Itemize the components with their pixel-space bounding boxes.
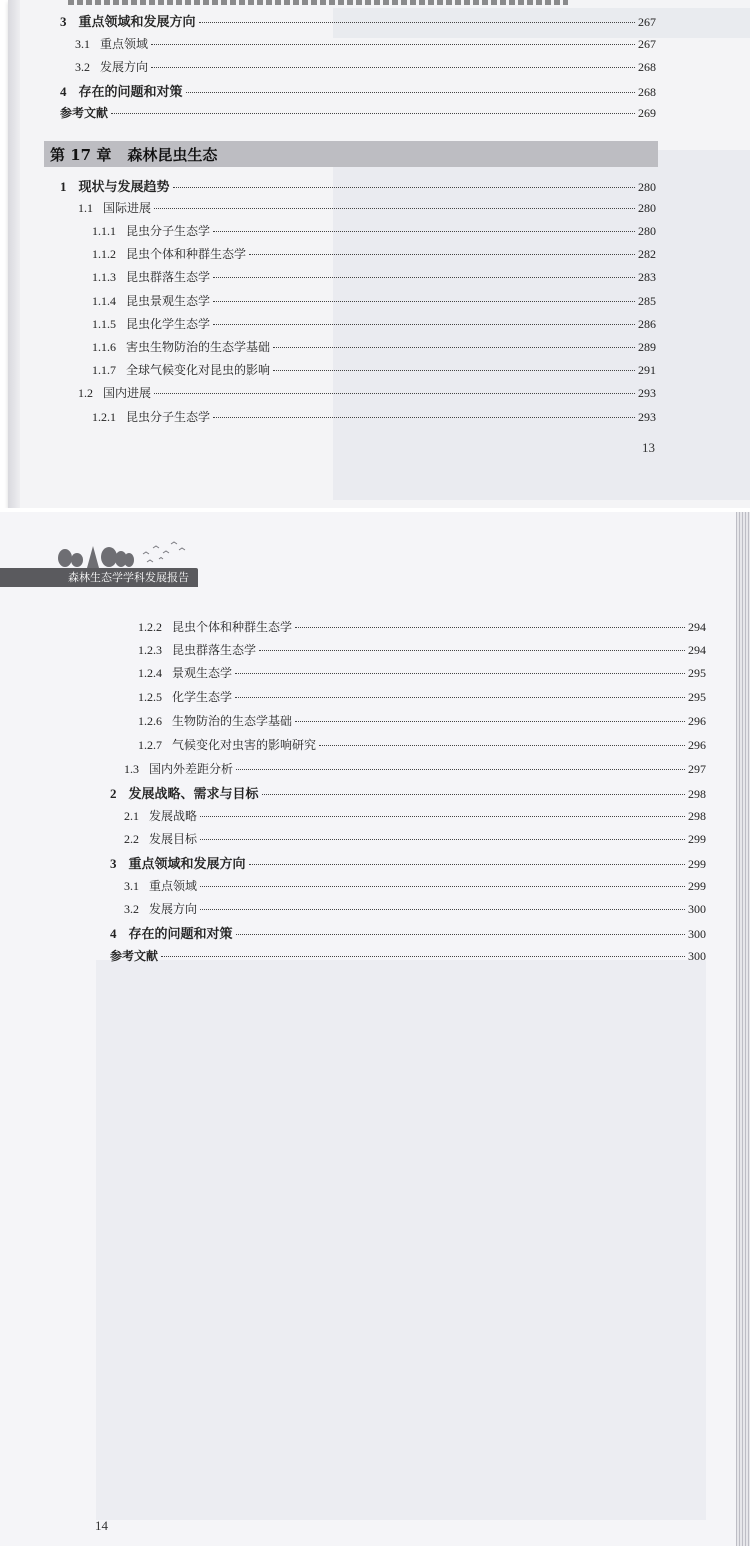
toc-title: 昆虫分子生态学 (126, 224, 211, 238)
toc-number: 3 (60, 14, 67, 29)
toc-title: 昆虫群落生态学 (126, 270, 211, 284)
toc-page: 297 (688, 762, 706, 776)
toc-leader (273, 347, 635, 348)
toc-number: 1.2 (78, 386, 93, 400)
toc-entry (110, 947, 706, 964)
page-number: 13 (642, 440, 655, 455)
chapter-number: 第 17 章 (50, 145, 112, 164)
toc-number: 2 (110, 786, 117, 801)
page-number: 14 (95, 1518, 108, 1533)
toc-number: 1.1.1 (92, 224, 116, 238)
toc-title: 发展方向 (149, 902, 198, 916)
toc-leader (262, 794, 685, 795)
toc-number: 1.2.3 (138, 643, 162, 657)
toc-page: 296 (688, 738, 706, 752)
chapter-heading (44, 141, 658, 167)
toc-title: 国际进展 (103, 201, 152, 215)
toc-number: 1.2.5 (138, 690, 162, 704)
toc-number: 3.1 (75, 37, 90, 51)
toc-title: 参考文献 (110, 949, 159, 963)
toc-leader (151, 44, 635, 45)
toc-page: 267 (638, 37, 656, 51)
toc-entry (60, 81, 656, 100)
toc-entry (138, 641, 706, 658)
toc-entry (92, 338, 656, 355)
toc-leader (151, 67, 635, 68)
toc-leader (186, 92, 635, 93)
toc-entry (110, 923, 706, 942)
toc-page: 295 (688, 690, 706, 704)
toc-page: 299 (688, 879, 706, 893)
forest-logo-icon (55, 540, 195, 568)
toc-page: 293 (638, 410, 656, 424)
toc-title: 存在的问题和对策 (128, 927, 233, 942)
toc-leader (236, 934, 685, 935)
toc-number: 1.1.7 (92, 363, 116, 377)
toc-number: 3 (110, 856, 117, 871)
toc-number: 3.2 (124, 902, 139, 916)
toc-title: 发展战略、需求与目标 (128, 787, 259, 802)
toc-page: 294 (688, 643, 706, 657)
toc-page: 268 (638, 85, 656, 99)
toc-title: 重点领域 (149, 879, 198, 893)
toc-title: 昆虫个体和种群生态学 (172, 620, 293, 634)
toc-title: 昆虫个体和种群生态学 (126, 247, 247, 261)
toc-page: 282 (638, 247, 656, 261)
toc-leader (200, 839, 685, 840)
toc-leader (249, 254, 635, 255)
toc-title: 全球气候变化对昆虫的影响 (126, 363, 271, 377)
toc-title: 发展方向 (100, 60, 149, 74)
toc-entry (92, 245, 656, 262)
toc-entry (124, 807, 706, 824)
toc-page: 269 (638, 106, 656, 120)
toc-number: 1.2.1 (92, 410, 116, 424)
toc-page: 300 (688, 927, 706, 941)
toc-entry (75, 58, 656, 75)
toc-entry (78, 384, 656, 401)
toc-entry (92, 292, 656, 309)
toc-entry (92, 361, 656, 378)
toc-entry (92, 315, 656, 332)
toc-page: 300 (688, 902, 706, 916)
toc-page: 300 (688, 949, 706, 963)
toc-page: 295 (688, 666, 706, 680)
toc-number: 3.1 (124, 879, 139, 893)
toc-page: 298 (688, 809, 706, 823)
toc-title: 昆虫景观生态学 (126, 294, 211, 308)
toc-number: 1.1.6 (92, 340, 116, 354)
toc-entry (124, 877, 706, 894)
toc-page: 296 (688, 714, 706, 728)
toc-entry (92, 408, 656, 425)
toc-page: 283 (638, 270, 656, 284)
toc-page: 299 (688, 832, 706, 846)
toc-title: 重点领域和发展方向 (78, 15, 196, 30)
toc-number: 1.1.3 (92, 270, 116, 284)
toc-page: 285 (638, 294, 656, 308)
toc-entry (138, 712, 706, 729)
toc-number: 1.2.4 (138, 666, 162, 680)
toc-entry (92, 268, 656, 285)
toc-title: 重点领域和发展方向 (128, 857, 246, 872)
toc-leader (200, 886, 685, 887)
toc-number: 2.1 (124, 809, 139, 823)
toc-number: 2.2 (124, 832, 139, 846)
toc-entry (92, 222, 656, 239)
toc-page: 293 (638, 386, 656, 400)
toc-entry (138, 688, 706, 705)
toc-entry (138, 736, 706, 753)
toc-title: 国内外差距分析 (149, 762, 234, 776)
toc-leader (273, 370, 635, 371)
toc-number: 1.1.5 (92, 317, 116, 331)
toc-entry (110, 853, 706, 872)
toc-leader (200, 816, 685, 817)
toc-leader (213, 277, 635, 278)
toc-title: 化学生态学 (172, 690, 233, 704)
toc-number: 1 (60, 179, 67, 194)
toc-entry (78, 199, 656, 216)
toc-title: 重点领域 (100, 37, 149, 51)
toc-leader (154, 393, 635, 394)
toc-title: 国内进展 (103, 386, 152, 400)
toc-leader (235, 697, 685, 698)
toc-entry (60, 176, 656, 195)
toc-entry (124, 900, 706, 917)
toc-number: 4 (110, 926, 117, 941)
toc-number: 1.2.2 (138, 620, 162, 634)
toc-entry (138, 664, 706, 681)
toc-page: 291 (638, 363, 656, 377)
page-stack-edge (736, 512, 750, 1546)
toc-page: 267 (638, 15, 656, 29)
toc-title: 发展目标 (149, 832, 198, 846)
running-header-title: 森林生态学学科发展报告 (68, 571, 189, 584)
toc-entry (124, 830, 706, 847)
cropped-text-line (68, 0, 568, 5)
toc-page: 268 (638, 60, 656, 74)
toc-page: 298 (688, 787, 706, 801)
toc-leader (173, 187, 635, 188)
toc-leader (295, 721, 685, 722)
toc-title: 生物防治的生态学基础 (172, 714, 293, 728)
toc-leader (235, 673, 685, 674)
toc-leader (111, 113, 635, 114)
toc-title: 昆虫群落生态学 (172, 643, 257, 657)
toc-leader (295, 627, 685, 628)
bleed-through-shade (96, 960, 706, 1520)
toc-number: 1.2.6 (138, 714, 162, 728)
toc-page: 286 (638, 317, 656, 331)
toc-leader (319, 745, 685, 746)
toc-leader (259, 650, 685, 651)
toc-leader (161, 956, 685, 957)
toc-leader (200, 909, 685, 910)
toc-leader (154, 208, 635, 209)
chapter-title: 森林昆虫生态 (127, 145, 218, 164)
toc-title: 昆虫分子生态学 (126, 410, 211, 424)
toc-page: 299 (688, 857, 706, 871)
toc-title: 气候变化对虫害的影响研究 (172, 738, 317, 752)
toc-leader (213, 231, 635, 232)
toc-page: 289 (638, 340, 656, 354)
toc-leader (236, 769, 685, 770)
toc-title: 发展战略 (149, 809, 198, 823)
toc-leader (213, 324, 635, 325)
toc-entry (75, 35, 656, 52)
toc-entry (110, 783, 706, 802)
toc-number: 4 (60, 84, 67, 99)
toc-title: 害虫生物防治的生态学基础 (126, 340, 271, 354)
toc-number: 1.1 (78, 201, 93, 215)
toc-number: 1.2.7 (138, 738, 162, 752)
toc-entry (60, 11, 656, 30)
toc-leader (213, 301, 635, 302)
toc-title: 景观生态学 (172, 666, 233, 680)
toc-title: 存在的问题和对策 (78, 85, 183, 100)
running-header (0, 568, 198, 587)
toc-number: 1.1.2 (92, 247, 116, 261)
toc-entry (138, 618, 706, 635)
toc-leader (249, 864, 685, 865)
toc-number: 1.3 (124, 762, 139, 776)
toc-title: 昆虫化学生态学 (126, 317, 211, 331)
toc-number: 3.2 (75, 60, 90, 74)
toc-title: 现状与发展趋势 (78, 180, 170, 195)
page-edge (8, 0, 20, 508)
toc-page: 280 (638, 201, 656, 215)
toc-number: 1.1.4 (92, 294, 116, 308)
toc-entry (124, 760, 706, 777)
toc-title: 参考文献 (60, 106, 109, 120)
toc-page: 280 (638, 224, 656, 238)
toc-leader (213, 417, 635, 418)
toc-page: 280 (638, 180, 656, 194)
toc-page: 294 (688, 620, 706, 634)
toc-leader (199, 22, 635, 23)
toc-entry (60, 104, 656, 121)
